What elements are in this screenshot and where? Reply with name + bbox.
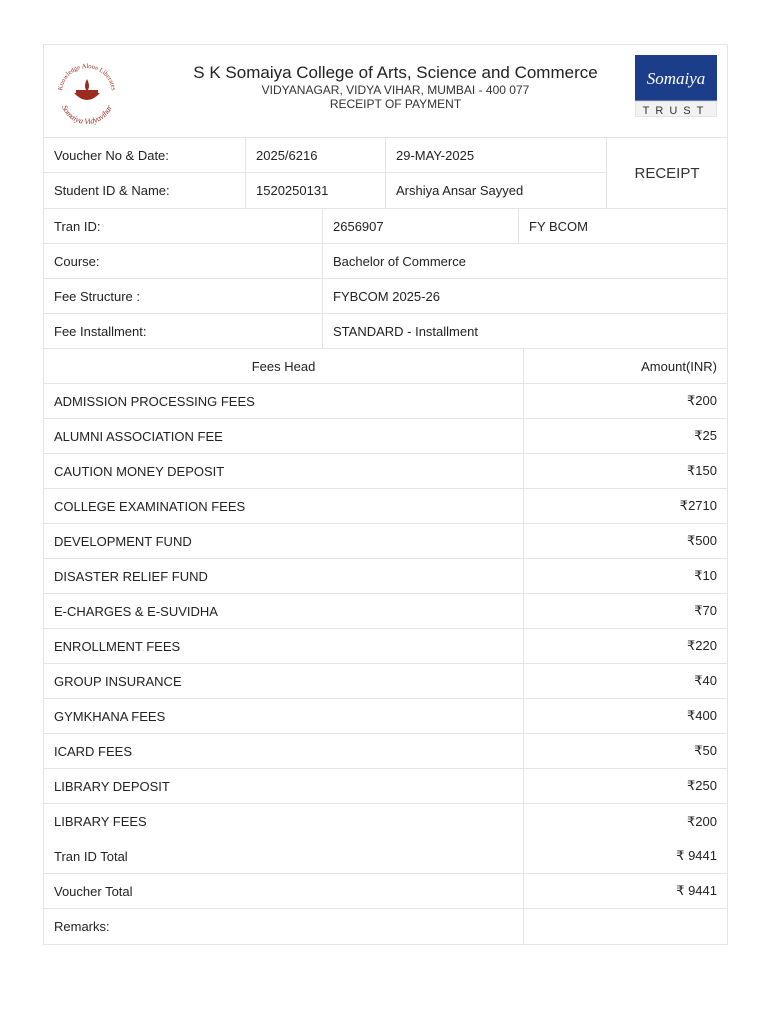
tran-id: 2656907 bbox=[323, 209, 519, 243]
voucher-total-row bbox=[44, 874, 727, 909]
fee-head: ADMISSION PROCESSING FEES bbox=[44, 384, 524, 418]
course-value: Bachelor of Commerce bbox=[333, 253, 466, 269]
voucher-total-value: ₹ 9441 bbox=[676, 883, 717, 898]
fee-amount: ₹10 bbox=[694, 568, 717, 583]
fee-amount: ₹70 bbox=[694, 603, 717, 618]
fee-amount: ₹200 bbox=[687, 393, 717, 408]
fee-amount: ₹150 bbox=[687, 463, 717, 478]
student-id: 1520250131 bbox=[246, 173, 386, 208]
fee-amount: ₹2710 bbox=[679, 498, 717, 513]
logo-top-text: Knowledge Alone Liberates bbox=[57, 62, 117, 91]
fee-head: ICARD FEES bbox=[44, 734, 524, 768]
tran-class: FY BCOM bbox=[529, 218, 588, 234]
voucher-total-label: Voucher Total bbox=[44, 874, 524, 908]
table-row bbox=[44, 524, 727, 559]
fee-amount: ₹220 bbox=[687, 638, 717, 653]
fees-head-column-header: Fees Head bbox=[44, 349, 524, 383]
table-row bbox=[44, 384, 727, 419]
document-title: RECEIPT OF PAYMENT bbox=[329, 97, 462, 111]
receipt-label: RECEIPT bbox=[634, 164, 700, 182]
table-row bbox=[44, 804, 727, 839]
fee-amount: ₹40 bbox=[694, 673, 717, 688]
trust-brand-text: Somaiya bbox=[646, 69, 706, 88]
somaiya-trust-logo bbox=[635, 55, 717, 117]
fee-amount: ₹400 bbox=[687, 708, 717, 723]
fee-head: LIBRARY FEES bbox=[44, 804, 524, 839]
fee-head: GROUP INSURANCE bbox=[44, 664, 524, 698]
voucher-student-block bbox=[44, 138, 727, 209]
fee-head: ALUMNI ASSOCIATION FEE bbox=[44, 419, 524, 453]
student-name: Arshiya Ansar Sayyed bbox=[396, 183, 524, 198]
table-row bbox=[44, 594, 727, 629]
tran-label: Tran ID: bbox=[44, 209, 323, 243]
course-row bbox=[44, 244, 727, 279]
voucher-date: 29-MAY-2025 bbox=[396, 147, 475, 163]
fee-amount: ₹250 bbox=[687, 778, 717, 793]
fee-installment-value: STANDARD - Installment bbox=[333, 323, 478, 339]
fee-structure-label: Fee Structure : bbox=[44, 279, 323, 313]
fee-head: DISASTER RELIEF FUND bbox=[44, 559, 524, 593]
fee-structure-value: FYBCOM 2025-26 bbox=[333, 288, 440, 304]
table-row bbox=[44, 419, 727, 454]
receipt-sheet bbox=[43, 44, 728, 945]
college-address: VIDYANAGAR, VIDYA VIHAR, MUMBAI - 400 077 bbox=[261, 83, 530, 97]
fee-installment-row bbox=[44, 314, 727, 349]
course-label: Course: bbox=[44, 244, 323, 278]
receipt-header bbox=[44, 45, 727, 138]
logo-bottom-text: Somaiya Vidyavihar bbox=[59, 103, 115, 127]
fee-head: ENROLLMENT FEES bbox=[44, 629, 524, 663]
voucher-number: 2025/6216 bbox=[246, 138, 386, 172]
college-name: S K Somaiya College of Arts, Science and Commerce bbox=[193, 63, 598, 82]
fee-amount: ₹50 bbox=[694, 743, 717, 758]
fee-structure-row bbox=[44, 279, 727, 314]
fees-table-header bbox=[44, 349, 727, 384]
student-label: Student ID & Name: bbox=[44, 173, 246, 208]
tran-row bbox=[44, 209, 727, 244]
student-row bbox=[44, 173, 606, 208]
fee-head: COLLEGE EXAMINATION FEES bbox=[44, 489, 524, 523]
table-row bbox=[44, 734, 727, 769]
fees-table-body bbox=[44, 384, 727, 839]
fee-head: E-CHARGES & E-SUVIDHA bbox=[44, 594, 524, 628]
remarks-value bbox=[524, 909, 727, 944]
table-row bbox=[44, 559, 727, 594]
fee-amount: ₹200 bbox=[687, 813, 717, 829]
fee-installment-label: Fee Installment: bbox=[44, 314, 323, 348]
tran-id-total-value: ₹ 9441 bbox=[676, 848, 717, 863]
remarks-row bbox=[44, 909, 727, 944]
table-row bbox=[44, 629, 727, 664]
remarks-label: Remarks: bbox=[44, 909, 524, 944]
tran-id-total-row bbox=[44, 839, 727, 874]
table-row bbox=[44, 664, 727, 699]
table-row bbox=[44, 454, 727, 489]
fee-head: GYMKHANA FEES bbox=[44, 699, 524, 733]
voucher-label: Voucher No & Date: bbox=[44, 138, 246, 172]
fee-amount: ₹500 bbox=[687, 533, 717, 548]
fee-head: CAUTION MONEY DEPOSIT bbox=[44, 454, 524, 488]
table-row bbox=[44, 489, 727, 524]
trust-sub-text: TRUST bbox=[642, 105, 710, 117]
table-row bbox=[44, 699, 727, 734]
fee-amount: ₹25 bbox=[694, 428, 717, 443]
amount-column-header: Amount(INR) bbox=[641, 358, 717, 374]
college-title-block bbox=[44, 63, 727, 111]
tran-id-total-label: Tran ID Total bbox=[44, 839, 524, 873]
fee-head: LIBRARY DEPOSIT bbox=[44, 769, 524, 803]
voucher-row bbox=[44, 138, 606, 173]
fee-head: DEVELOPMENT FUND bbox=[44, 524, 524, 558]
table-row bbox=[44, 769, 727, 804]
